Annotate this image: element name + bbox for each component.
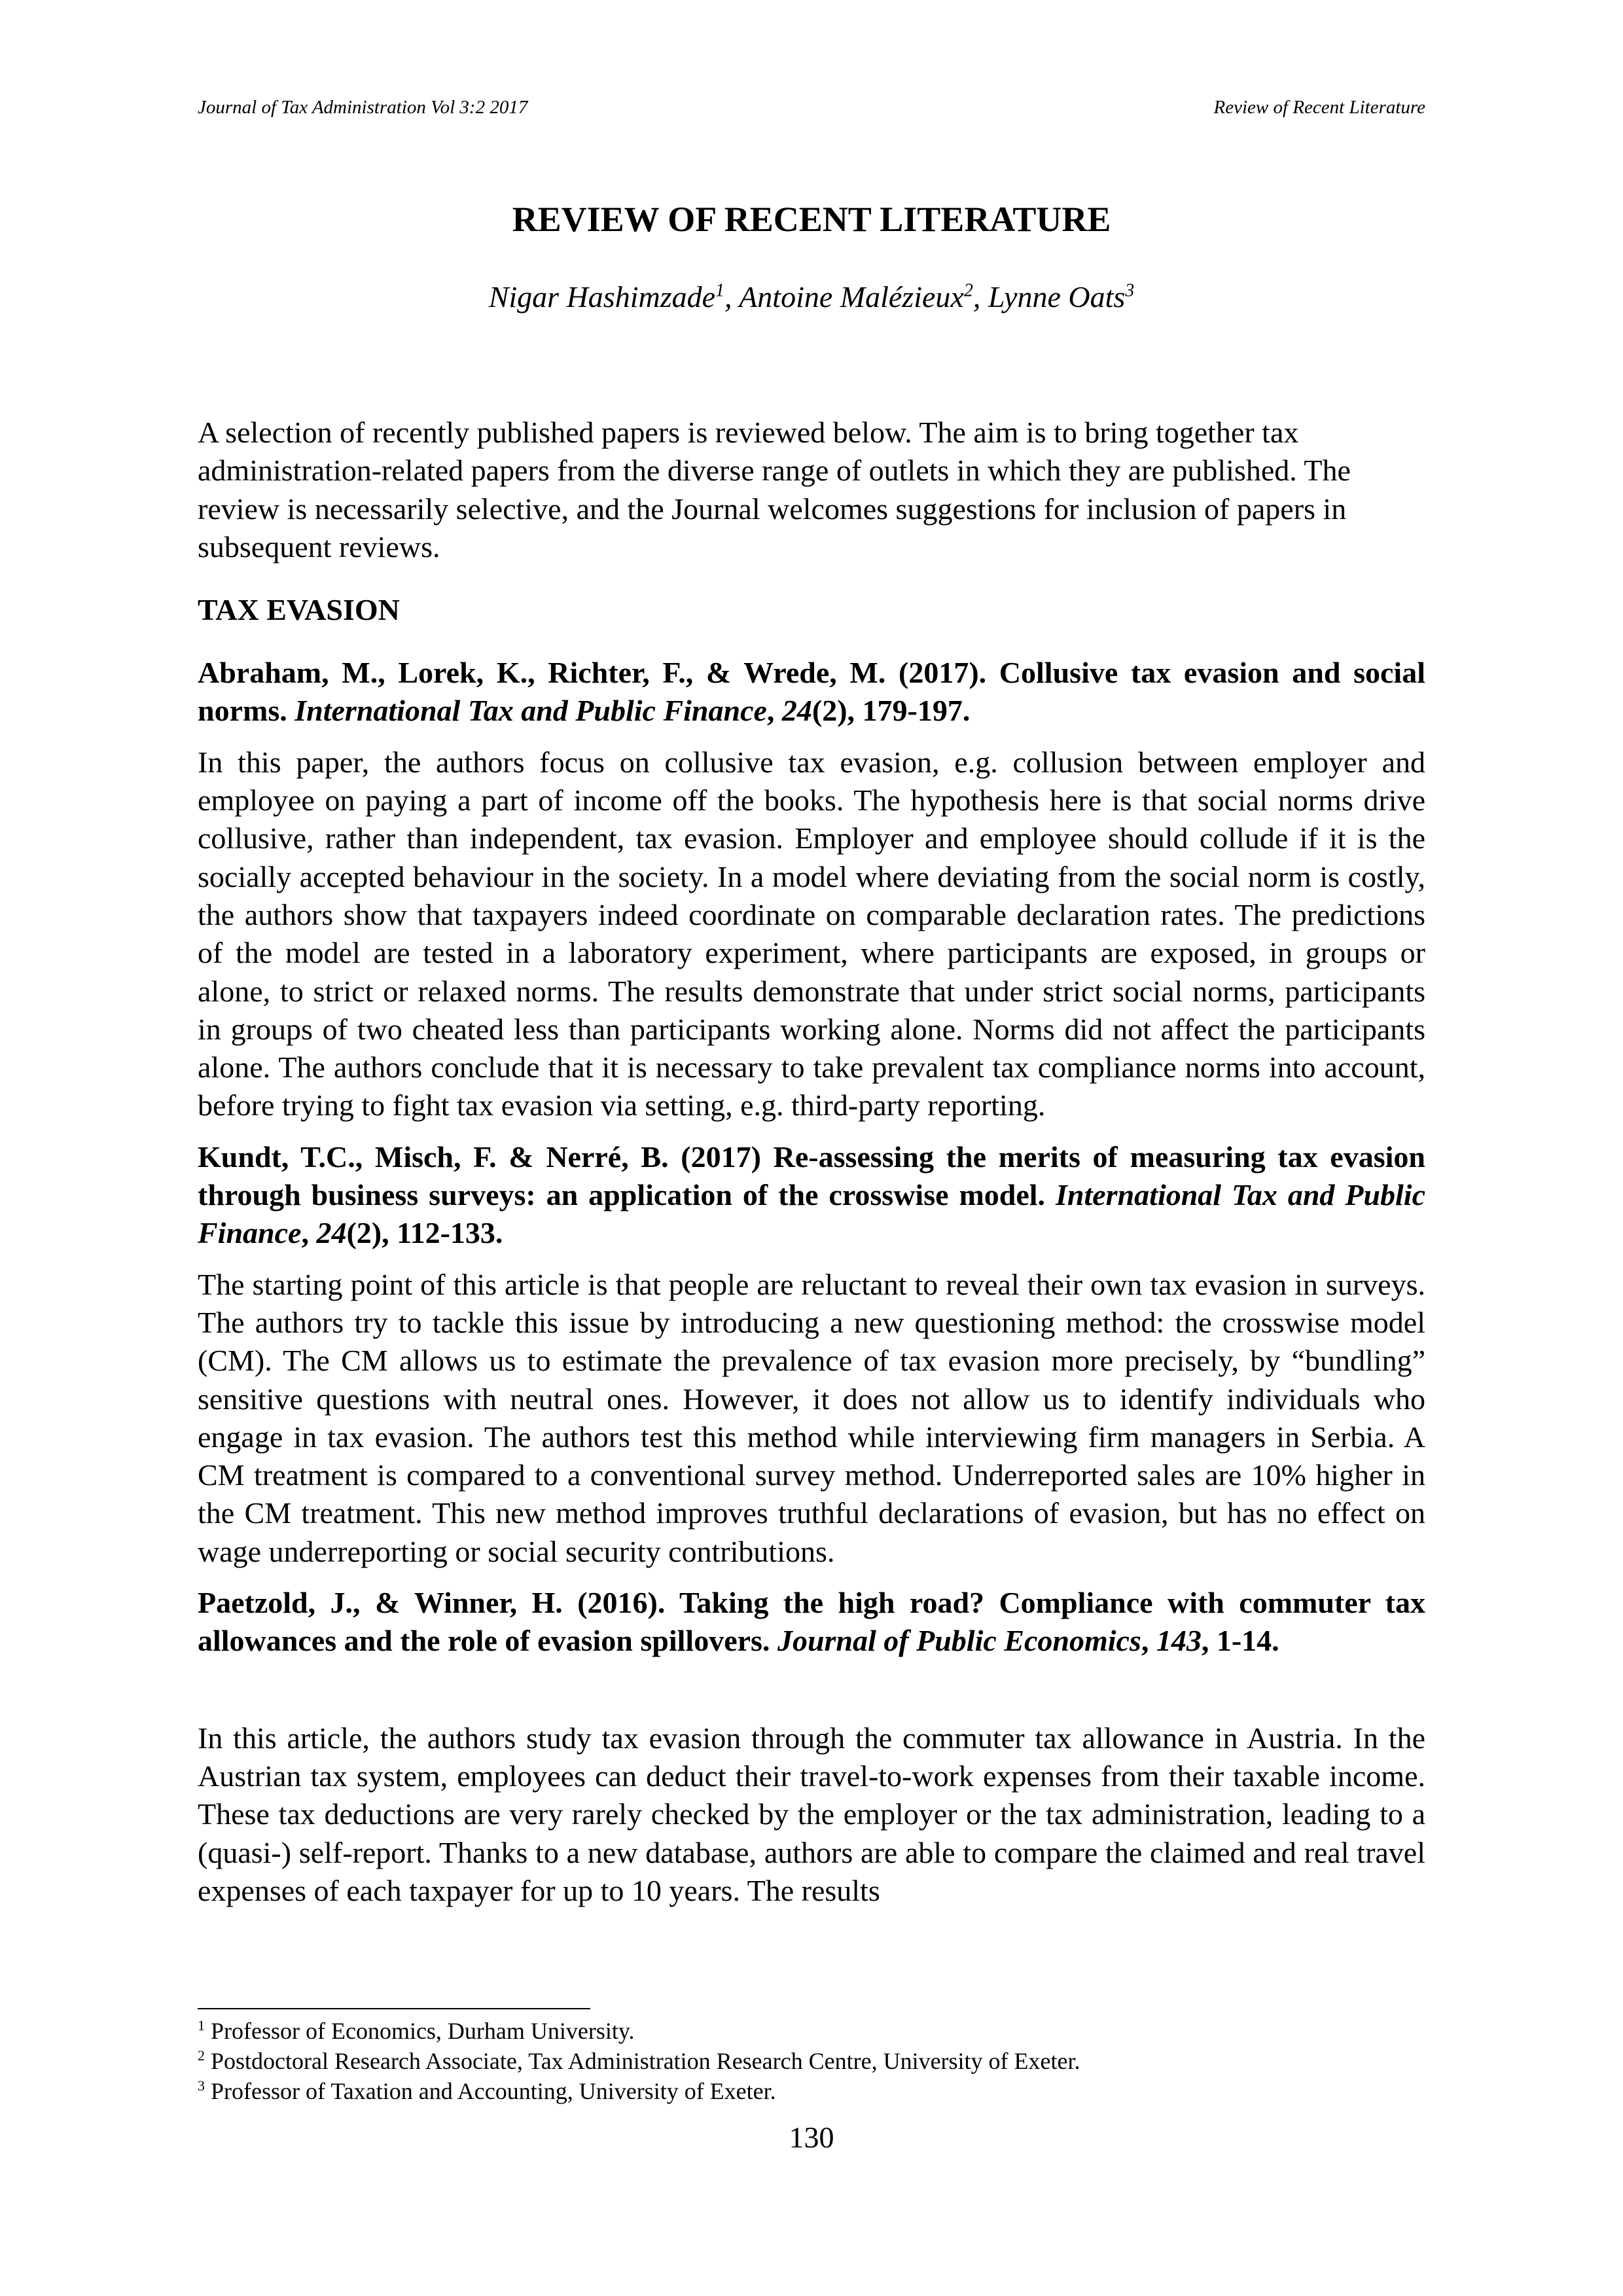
author-separator: , (972, 280, 988, 314)
footnote-mark: 2 (198, 2047, 205, 2064)
footnote-text: Professor of Economics, Durham University. (205, 2018, 635, 2044)
running-header (198, 96, 1425, 119)
journal-volume: 143 (1156, 1624, 1202, 1658)
footnote (198, 2076, 1425, 2106)
author-line (198, 279, 1425, 315)
footnote-mark: 3 (1125, 280, 1135, 301)
reference-separator: , (766, 694, 782, 728)
footnote-text: Postdoctoral Research Associate, Tax Administration Research Centre, University of Exeter. (205, 2048, 1080, 2074)
journal-volume: 24 (316, 1216, 347, 1250)
reference-entry (198, 654, 1425, 730)
footnote-mark: 1 (198, 2017, 205, 2034)
reference-entry (198, 1584, 1425, 1660)
reference-abstract: In this paper, the authors focus on collusive tax evasion, e.g. collusion between employer and employee on paying a part of income off the books. The hypothesis here is that social norms drive collusive, rather than independent, tax evasion. Employer and employee should collude if it is the socially accepted behaviour in the society. In a model where deviating from the social norm is costly, the authors show that taxpayers indeed coordinate on comparable declaration rates. The predictions of the model are tested in a laboratory experiment, where participants are exposed, in groups or alone, to strict or relaxed norms. The results demonstrate that under strict social norms, participants in groups of two cheated less than participants working alone. Norms did not affect the participants alone. The authors conclude that it is necessary to take prevalent tax compliance norms into account, before trying to fight tax evasion via setting, e.g. third-party reporting. (198, 745, 1425, 1122)
journal-name: International Tax and Public Finance (198, 1178, 1426, 1250)
footnote-text: Professor of Taxation and Accounting, University of Exeter. (205, 2078, 776, 2104)
reference-separator: , (1141, 1624, 1156, 1658)
journal-header-left: Journal of Tax Administration Vol 3:2 2017 (198, 97, 528, 118)
journal-name: International Tax and Public Finance (294, 694, 767, 728)
reference-entry (198, 1138, 1425, 1253)
footnote-divider (198, 2008, 590, 2009)
author-name: Lynne Oats (988, 280, 1126, 314)
footnote (198, 2046, 1425, 2076)
journal-name: Journal of Public Economics (777, 1624, 1141, 1658)
footnote-mark: 1 (715, 280, 725, 301)
section-heading: TAX EVASION (198, 593, 400, 627)
page-title: REVIEW OF RECENT LITERATURE (512, 200, 1111, 239)
reference-citation: Paetzold, J., & Winner, H. (2016). Taking the high road? Compliance with commuter tax allowances and the role of evasion spillovers. (198, 1586, 1425, 1658)
intro-paragraph: A selection of recently published papers is reviewed below. The aim is to bring together tax administration-related papers from the diverse range of outlets in which they are published. The review is necessarily selective, and the Journal welcomes suggestions for inclusion of papers in subsequent reviews. (198, 416, 1351, 564)
journal-pages: (2), 112-133. (346, 1216, 503, 1250)
footnote-mark: 3 (198, 2077, 205, 2094)
footnotes (198, 2016, 1425, 2106)
reference-separator: , (301, 1216, 317, 1250)
author-name: Nigar Hashimzade (488, 280, 716, 314)
section-header-right: Review of Recent Literature (1213, 97, 1425, 118)
author-name: Antoine Malézieux (739, 280, 964, 314)
footnote-mark: 2 (963, 280, 973, 301)
journal-pages: (2), 179-197. (812, 694, 971, 728)
reference-citation: Abraham, M., Lorek, K., Richter, F., & Wrede, M. (2017). Collusive tax evasion and social norms. (198, 656, 1425, 728)
page-number: 130 (789, 2121, 834, 2154)
reference-citation: Kundt, T.C., Misch, F. & Nerré, B. (2017) Re-assessing the merits of measuring tax evasion through business surveys: an application of the crosswise model. (198, 1139, 1425, 1212)
article-body (198, 196, 1425, 1923)
reference-abstract: In this article, the authors study tax evasion through the commuter tax allowance in Austria. In the Austrian tax system, employees can deduct their travel-to-work expenses from their taxable income. These tax deductions are very rarely checked by the employer or the tax administration, leading to a (quasi-) self-report. Thanks to a new database, authors are able to compare the claimed and real travel expenses of each taxpayer for up to 10 years. The results (198, 1721, 1425, 1907)
reference-abstract: The starting point of this article is that people are reluctant to reveal their own tax evasion in surveys. The authors try to tackle this issue by introducing a new questioning method: the crosswise model (CM). The CM allows us to estimate the prevalence of tax evasion more precisely, by “bundling” sensitive questions with neutral ones. However, it does not allow us to identify individuals who engage in tax evasion. The authors test this method while interviewing firm managers in Serbia. A CM treatment is compared to a conventional survey method. Underreported sales are 10% higher in the CM treatment. This new method improves truthful declarations of evasion, but has no effect on wage underreporting or social security contributions. (198, 1267, 1425, 1568)
journal-pages: , 1-14. (1201, 1624, 1279, 1658)
journal-volume: 24 (781, 694, 812, 728)
author-separator: , (724, 280, 740, 314)
footnote (198, 2016, 1425, 2046)
